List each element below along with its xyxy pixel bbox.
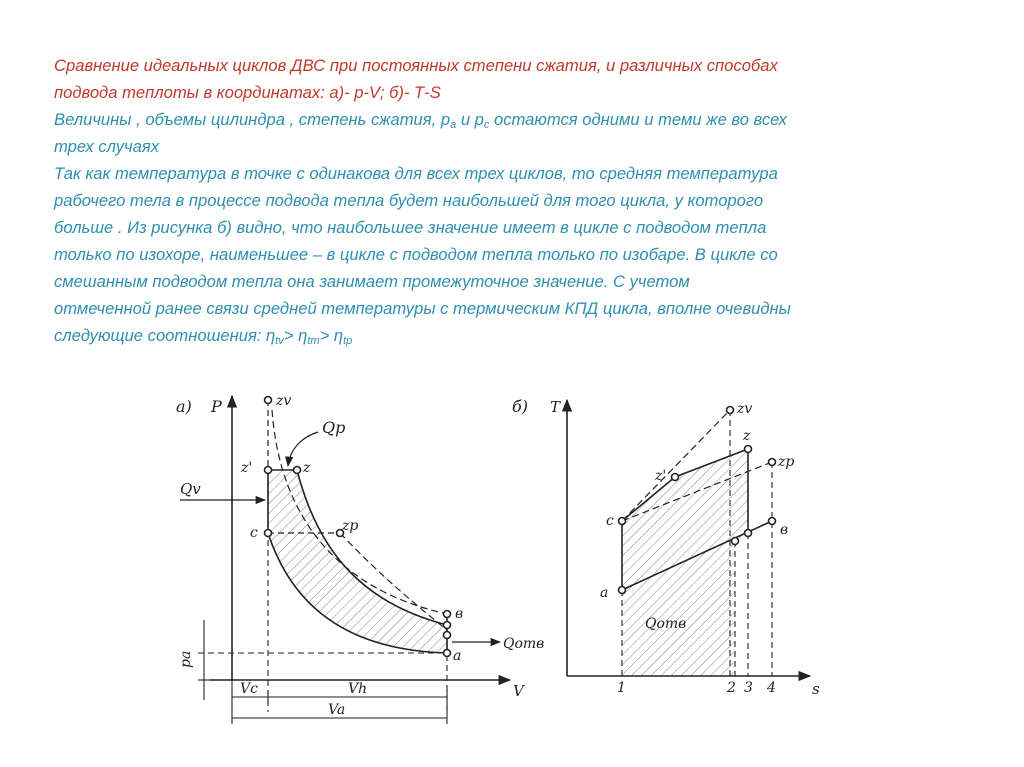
p1-text-3: остаются одними и теми же во всех <box>489 110 787 129</box>
ts-point-zp <box>769 459 776 466</box>
ts-point-zv <box>727 407 734 414</box>
pv-label-z-prime: z' <box>241 460 253 476</box>
pv-label-zv: zv <box>276 393 292 409</box>
pv-point-b <box>444 611 451 618</box>
paragraph-2-line-1: Так как температура в точке с одинакова для всех трех циклов, то средняя температура <box>54 164 778 183</box>
pv-point-a <box>444 650 451 657</box>
pv-label-a: a <box>453 648 462 664</box>
p1-text-2: и р <box>456 110 484 129</box>
pv-label-qout: Qотв <box>503 636 545 652</box>
paragraph-2-line-5: смешанным подводом тепла она занимает промежуточное значение. С учетом <box>54 272 690 291</box>
relation-gt-1: > η <box>283 326 308 345</box>
ts-tick-2: 2 <box>727 680 736 696</box>
ts-label-zp: zp <box>778 454 795 470</box>
pv-point-b2 <box>444 622 451 629</box>
sub-tv: tv <box>275 335 284 347</box>
ts-label-zv: zv <box>737 401 753 417</box>
pv-label-vc: Vc <box>240 681 258 697</box>
paragraph-2-line-6: отмеченной ранее связи средней температуры с термическим КПД цикла, вполне очевидны <box>54 299 791 318</box>
ts-tick-1: 1 <box>617 680 626 696</box>
ts-label-a: a <box>600 585 609 601</box>
ts-panel-label: б) <box>512 397 529 416</box>
paragraph-1-line-2: трех случаях <box>54 137 160 156</box>
relation-gt-2: > η <box>319 326 344 345</box>
p1-text-1: Величины , объемы цилиндра , степень сжатия, р <box>54 110 451 129</box>
pv-hatched-area <box>268 470 447 653</box>
ts-label-z: z <box>743 428 751 444</box>
sub-tp: tp <box>343 335 353 347</box>
paragraph-2-line-3: больше . Из рисунка б) видно, что наибольшее значение имеет в цикле с подводом тепла <box>54 218 767 237</box>
ts-point-a <box>619 587 626 594</box>
pv-label-b: в <box>455 606 464 622</box>
paragraph-2-line-4: только по изохоре, наименьшее – в цикле с подводом тепла только по изобаре. В цикле со <box>54 245 778 264</box>
ts-label-qout: Qотв <box>645 616 687 632</box>
sub-tm: tm <box>307 335 320 347</box>
pv-label-vh: Vh <box>348 681 368 697</box>
heading-line-2: подвода теплоты в координатах: а)- р-V; б)- Т-S <box>54 83 441 102</box>
paragraph-2-line-2: рабочего тела в процессе подвода тепла будет наибольшей для того цикла, у которого <box>54 191 764 210</box>
pv-axis-p-label: P <box>211 397 222 416</box>
ts-point-z <box>745 446 752 453</box>
pv-label-va: Va <box>328 702 346 718</box>
ts-label-z-prime: z' <box>655 468 667 484</box>
pv-label-c: c <box>250 525 258 541</box>
pv-point-c <box>265 530 272 537</box>
pv-panel-label: а) <box>176 397 192 416</box>
ts-label-c: c <box>606 513 614 529</box>
p1-sub-a: а <box>450 119 457 131</box>
heading-line-1: Сравнение идеальных циклов ДВС при постоянных степени сжатия, и различных способах <box>54 56 778 75</box>
pv-label-z: z <box>303 460 311 476</box>
ts-point-b <box>769 518 776 525</box>
ts-tick-3: 3 <box>744 680 753 696</box>
ts-axis-s-label: s <box>812 680 820 698</box>
ts-point-b2 <box>745 530 752 537</box>
ts-axis-t-label: T <box>550 398 561 416</box>
ts-point-c <box>619 518 626 525</box>
pv-point-z-prime <box>265 467 272 474</box>
pv-axis-v-label: V <box>513 682 524 700</box>
ts-label-b: в <box>780 522 789 538</box>
ts-point-z-prime <box>672 474 679 481</box>
pv-point-zv <box>265 397 272 404</box>
pv-label-pa: pa <box>178 650 194 668</box>
pv-label-qv: Qv <box>180 480 201 498</box>
pv-point-z <box>294 467 301 474</box>
relation-prefix: следующие соотношения: η <box>54 326 276 345</box>
ts-point-b3 <box>732 538 739 545</box>
pv-label-qp: Qp <box>322 418 346 437</box>
pv-point-b3 <box>444 632 451 639</box>
ts-tick-4: 4 <box>767 680 776 696</box>
p1-sub-c: с <box>483 119 490 131</box>
pv-diagram <box>180 396 510 724</box>
ts-diagram <box>567 400 810 676</box>
pv-label-zp: zp <box>342 518 359 534</box>
